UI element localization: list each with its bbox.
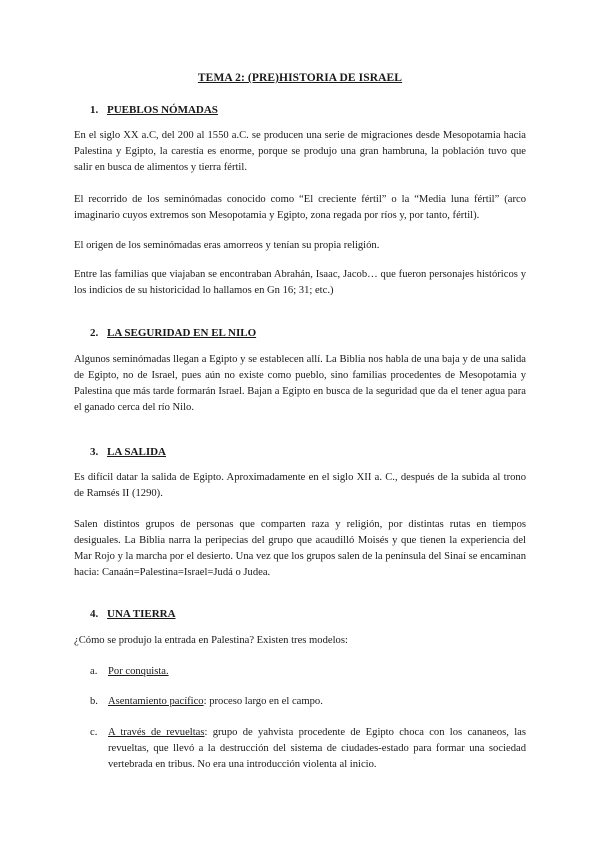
section-number: 3. (90, 446, 99, 458)
paragraph: ¿Cómo se produjo la entrada en Palestina? Existen tres modelos: (74, 635, 348, 646)
paragraph: En el siglo XX a.C, del 200 al 1550 a.C. se producen una serie de migraciones desde Mesopotamia hacia Palestina y Egipto, la carestía es enorme, porque se produjo una gran hambruna, la población tuvo que salir en busca de alimentos y tierra fértil. (74, 130, 526, 173)
paragraph: El recorrido de los seminómadas conocido como “El creciente fértil” o la “Media luna fértil” (arco imaginario cuyos extremos son Mesopotamia y Egipto, zona regada por ríos y, por tanto, fértil). (74, 194, 526, 221)
model-text: : grupo de yahvista procedente de Egipto choca con los cananeos, las revueltas, que llevó a la destrucción del sistema de ciudades-estado para formar una sociedad vertebrada en tribus. No era una introducción violenta al inicio. (108, 727, 526, 770)
section-heading-la-salida (90, 446, 166, 458)
model-label: Asentamiento pacífico (108, 696, 204, 707)
list-item-model-a (90, 664, 526, 680)
paragraph: El origen de los seminómadas eras amorreos y tenían su propia religión. (74, 240, 380, 251)
section-title: UNA TIERRA (107, 608, 176, 620)
section-heading-pueblos-nomadas (90, 104, 218, 116)
section-number: 2. (90, 327, 99, 339)
list-letter: a. (90, 666, 98, 677)
section-number: 1. (90, 104, 99, 116)
section-heading-una-tierra (90, 608, 176, 620)
model-text: : proceso largo en el campo. (203, 696, 323, 707)
paragraph: Es difícil datar la salida de Egipto. Aproximadamente en el siglo XII a. C., después de la subida al trono de Ramsés II (1290). (74, 472, 526, 499)
section-title: LA SALIDA (107, 446, 166, 458)
paragraph: Algunos seminómadas llegan a Egipto y se establecen allí. La Biblia nos habla de una baja y de una salida de Egipto, no de Israel, pues aún no existe como pueblo, sino familias procedentes de Mesopotamia y Palestina que más tarde formarán Israel. Bajan a Egipto en busca de la seguridad que da el tener agua para el ganado cerca del río Nilo. (74, 354, 526, 413)
section-title: LA SEGURIDAD EN EL NILO (107, 327, 257, 339)
list-item-model-c (90, 725, 526, 773)
paragraph: Salen distintos grupos de personas que comparten raza y religión, por distintas rutas en tiempos desiguales. La Biblia narra la peripecias del grupo que acaudilló Moisés y que tienen la experiencia del Mar Rojo y la marcha por el desierto. Una vez que los grupos salen de la península del Sinaí se encaminan hacia: Canaán=Palestina=Israel=Judá o Judea. (74, 519, 526, 578)
list-letter: c. (90, 727, 98, 738)
list-letter: b. (90, 696, 98, 707)
paragraph: Entre las familias que viajaban se encontraban Abrahán, Isaac, Jacob… que fueron personajes históricos y los indicios de su historicidad lo hallamos en Gn 16; 31; etc.) (74, 269, 526, 296)
model-label: Por conquista. (108, 666, 169, 677)
section-number: 4. (90, 608, 99, 620)
model-label: A través de revueltas (108, 727, 205, 738)
section-title: PUEBLOS NÓMADAS (107, 104, 218, 116)
section-heading-seguridad-nilo (90, 327, 256, 339)
list-item-model-b (90, 694, 526, 710)
document-title: TEMA 2: (PRE)HISTORIA DE ISRAEL (197, 72, 403, 84)
